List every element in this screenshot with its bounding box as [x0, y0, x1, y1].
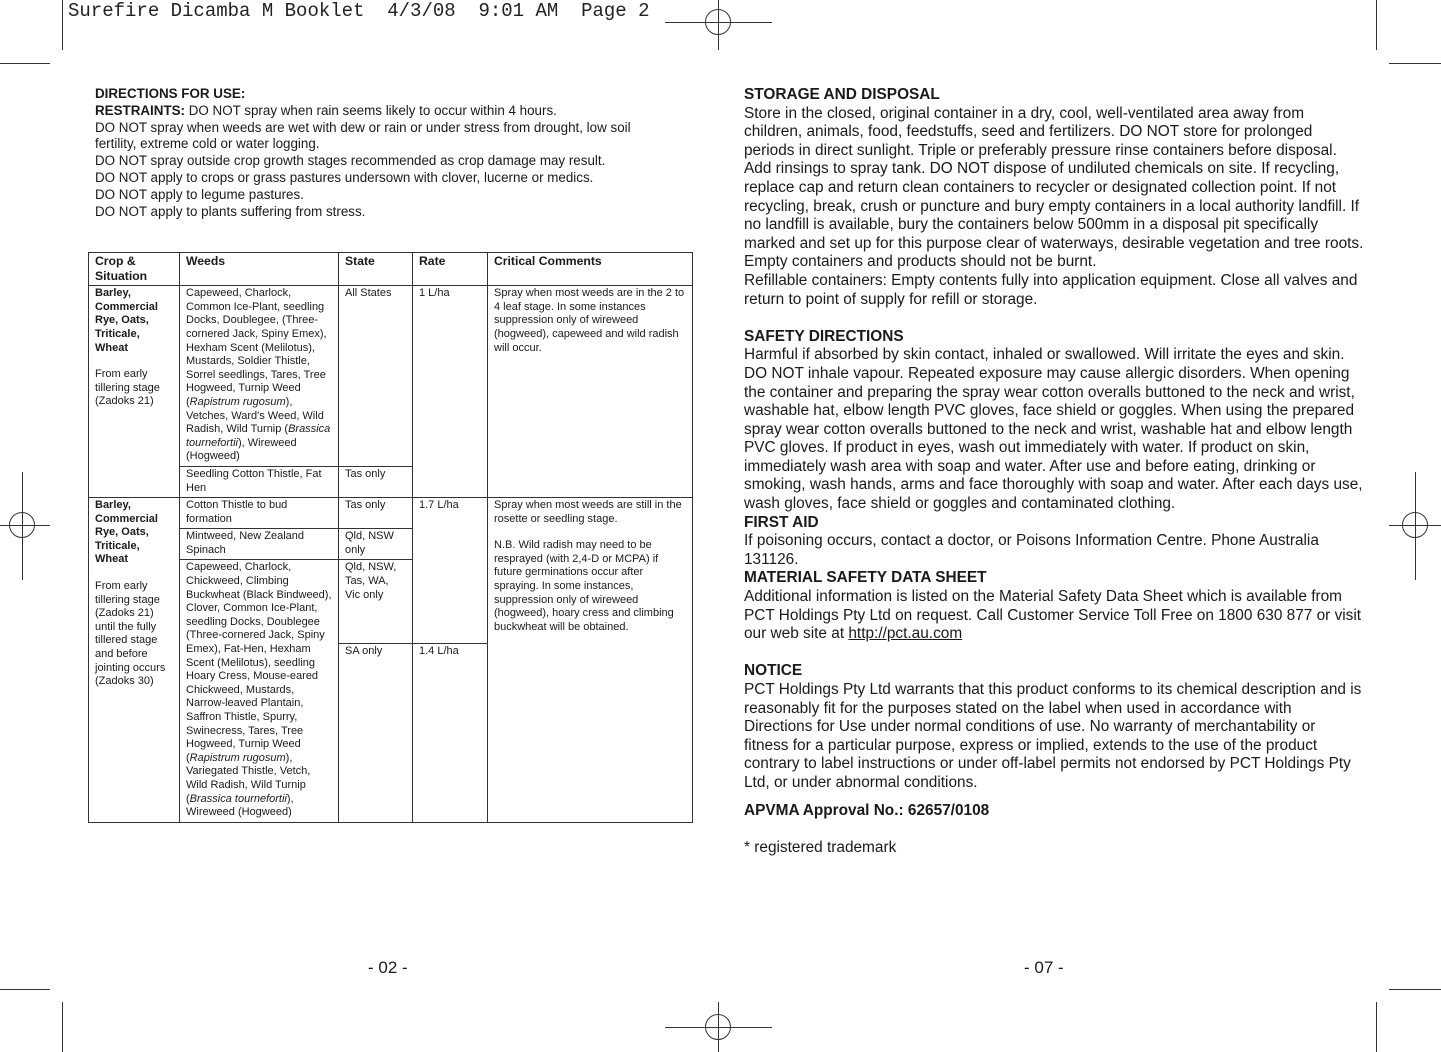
trademark-note: * registered trademark [744, 838, 897, 856]
weeds-cell: Cotton Thistle to bud formation [180, 498, 339, 529]
first-aid-text: If poisoning occurs, contact a doctor, or Poisons Information Centre. Phone Australia 131126. [744, 532, 1319, 568]
rate-cell: 1 L/ha [413, 286, 488, 498]
registration-target-icon [1402, 512, 1428, 538]
page-number: - 07 - [1024, 958, 1064, 977]
column-header: Crop & Situation [89, 253, 180, 286]
restraint-item: DO NOT apply to legume pastures. [95, 186, 304, 202]
weeds-text: Capeweed, Charlock, Common Ice-Plant, seedling Docks, Doublegee, (Three-cornered Jack, Spiny Emex), Hexham Scent (Melilotus), Mustards, Soldier Thistle, Sorrel seedlings, Tares, Tree Hogweed, Turnip Weed ( [186, 287, 327, 408]
rate-cell: 1.4 L/ha [413, 644, 488, 822]
weeds-cell [180, 560, 339, 822]
restraint-item: DO NOT spray outside crop growth stages recommended as crop damage may result. [95, 153, 606, 169]
column-header: Critical Comments [488, 253, 693, 286]
restraints-line [95, 103, 695, 120]
crop-mark [0, 989, 50, 990]
msds-heading: MATERIAL SAFETY DATA SHEET [744, 569, 987, 587]
weeds-text: Brassica tournefortii [189, 792, 287, 805]
first-aid-heading: FIRST AID [744, 513, 819, 531]
comments-cell [488, 498, 693, 823]
restraint-item: DO NOT apply to plants suffering from stress. [95, 203, 366, 219]
column-header: Weeds [180, 253, 339, 286]
comments-cell: Spray when most weeds are in the 2 to 4 leaf stage. In some instances suppression only of wireweed (hogweed), capeweed and wild radish will occur. [488, 286, 693, 498]
table-row [89, 286, 693, 467]
weeds-text: Rapistrum rugosum [189, 395, 286, 408]
crop-mark [1389, 63, 1441, 64]
refill-text: Refillable containers: Empty contents fully into application equipment. Close all valves and return to point of supply for refill or storage. [744, 271, 1358, 308]
storage-safety-page [744, 86, 1364, 857]
restraints-text: DO NOT spray when rain seems likely to occur within 4 hours. [185, 102, 557, 118]
website-link[interactable]: http://pct.au.com [848, 625, 963, 643]
msds-text [744, 588, 1364, 644]
crop-mark [1376, 0, 1377, 50]
registration-target-icon [705, 9, 731, 35]
restraints-label: RESTRAINTS: [95, 102, 186, 118]
crop-mark [62, 1002, 63, 1052]
safety-text: Harmful if absorbed by skin contact, inhaled or swallowed. Will irritate the eyes and skin. DO NOT inhale vapour. Repeated exposure may cause allergic disorders. When opening the container and preparing the spray wear cotton overalls buttoned to the neck and wrist, washable hat, elbow length PVC gloves, face shield or goggles. When using the prepared spray wear cotton overalls buttoned to the neck and wrist, washable hat and elbow length PVC gloves. If product in eyes, wash out immediately with water. If product on skin, immediately wash area with soap and water. After use and before eating, drinking or smoking, wash hands, arms and face thoroughly with soap and water. After each days use, wash gloves, face shield or goggles and contaminated clothing. [744, 346, 1363, 513]
page-number: - 02 - [368, 958, 408, 977]
weeds-text: Capeweed, Charlock, Chickweed, Climbing Buckwheat (Black Bindweed), Clover, Common Ice-Plant, seedling Docks, Doublegee (Three-cornered Jack, Spiny Emex), Fat-Hen, Hexham Scent (Melilotus), seedling Hoary Cress, Mouse-eared Chickweed, Mustards, Narrow-leaved Plantain, Saffron Thistle, Spurry, Swinecress, Tares, Tree Hogweed, Turnip Weed ( [186, 561, 332, 764]
storage-heading: STORAGE AND DISPOSAL [744, 86, 940, 103]
weeds-text: ), Variegated Thistle, Vetch, Wild Radish, Wild Turnip ( [186, 751, 311, 805]
crop-name: Barley, Commercial Rye, Oats, Triticale, Wheat [95, 499, 158, 566]
directions-heading: DIRECTIONS FOR USE: [95, 86, 246, 101]
safety-heading: SAFETY DIRECTIONS [744, 327, 904, 345]
rate-cell: 1.7 L/ha [413, 498, 488, 644]
comment-note: N.B. Wild radish may need to be resprayed (with 2,4-D or MCPA) if future germinations occur after spraying. In some instances, suppression only of wireweed (hogweed), hoary cress and climbing buckwheat will be obtained. [494, 539, 674, 633]
directions-for-use [95, 86, 695, 220]
weeds-cell: Seedling Cotton Thistle, Fat Hen [180, 466, 339, 497]
crop-mark [62, 0, 63, 50]
weeds-text: Brassica tournefortii [186, 423, 331, 449]
crop-mark [1389, 989, 1441, 990]
weeds-text: ), Wireweed (Hogweed) [186, 792, 294, 819]
restraint-item: DO NOT spray when weeds are wet with dew or rain or under stress from drought, low soil fertility, extreme cold or water logging. [95, 119, 631, 152]
registration-target-icon [9, 512, 35, 538]
state-cell: SA only [339, 644, 413, 822]
crop-mark [1376, 1002, 1377, 1052]
table-row [89, 498, 693, 529]
crop-name: Barley, Commercial Rye, Oats, Triticale, Wheat [95, 287, 158, 354]
column-header: Rate [413, 253, 488, 286]
weeds-cell: Mintweed, New Zealand Spinach [180, 529, 339, 560]
apvma-approval: APVMA Approval No.: 62657/0108 [744, 801, 990, 819]
weeds-cell [180, 286, 339, 467]
weeds-text: ), Vetches, Ward's Weed, Wild Radish, Wild Turnip ( [186, 395, 324, 436]
crop-stage: From early tillering stage (Zadoks 21) until the fully tillered stage and before jointing occurs (Zadoks 30) [95, 580, 166, 688]
crop-situation-cell [89, 498, 180, 823]
table-header-row [89, 253, 693, 286]
state-cell: Qld, NSW, Tas, WA, Vic only [339, 560, 413, 644]
registration-target-icon [705, 1014, 731, 1040]
state-cell: Tas only [339, 498, 413, 529]
state-cell: Tas only [339, 466, 413, 497]
column-header: State [339, 253, 413, 286]
print-slug: Surefire Dicamba M Booklet 4/3/08 9:01 AM Page 2 [68, 0, 650, 22]
msds-body: Additional information is listed on the Material Safety Data Sheet which is available from PCT Holdings Pty Ltd on request. Call Customer Service Toll Free on 1800 630 877 or visit our web site at [744, 588, 1362, 643]
crop-stage: From early tillering stage (Zadoks 21) [95, 368, 160, 408]
state-cell: Qld, NSW only [339, 529, 413, 560]
crop-situation-cell [89, 286, 180, 498]
state-cell: All States [339, 286, 413, 467]
notice-text: PCT Holdings Pty Ltd warrants that this product conforms to its chemical description and is reasonably fit for the purposes stated on the label when used in accordance with Directions for Use under normal conditions of use. No warranty of merchantability or fitness for a particular purpose, express or implied, extends to the use of the product contrary to label instructions or under off-label permits not endorsed by PCT Holdings Pty Ltd, or under abnormal conditions. [744, 681, 1362, 791]
weeds-text: Rapistrum rugosum [189, 751, 286, 764]
storage-text: Store in the closed, original container in a dry, cool, well-ventilated area away from children, animals, food, feedstuffs, seed and fertilizers. DO NOT store for prolonged periods in direct sunlight. Triple or preferably pressure rinse containers before disposal. Add rinsings to spray tank. DO NOT dispose of undiluted chemicals on site. If recycling, replace cap and return clean containers to recycler or designated collection point. If not recycling, break, crush or puncture and bury empty containers in a local authority landfill. If no landfill is available, bury the containers below 500mm in a disposal pit specifically marked and set up for this purpose clear of waterways, desirable vegetation and tree roots. Empty containers and products should not be burnt. [744, 104, 1364, 271]
crop-mark [0, 63, 50, 64]
notice-heading: NOTICE [744, 662, 803, 680]
comment-text: Spray when most weeds are still in the rosette or seedling stage. [494, 499, 682, 525]
directions-table [88, 252, 693, 823]
restraint-item: DO NOT apply to crops or grass pastures undersown with clover, lucerne or medics. [95, 169, 594, 185]
weeds-text: ), Wireweed (Hogweed) [186, 436, 297, 463]
